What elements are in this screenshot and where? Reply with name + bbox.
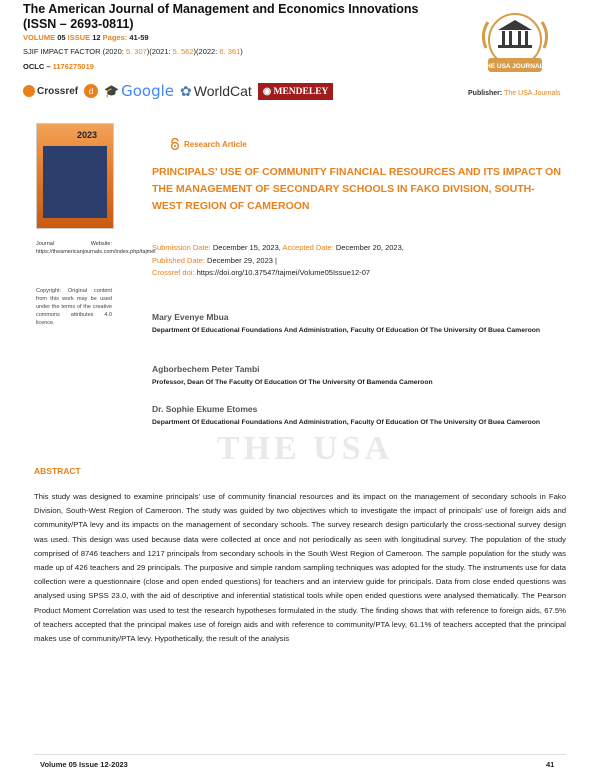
abstract-body: This study was designed to examine principals’ use of community financial resources and its impact on the management of secondary schools in Fako Division, South-West Region of Cameroon. The study was guided by two objectives which to investigate the impact of principals’ use of foreign aids and community/PTA levy and its impacts on the management of secondary schools. The survey research design particularly the cross-sectional survey design was used. This design was used because data were collected at once and not periodically as seen with longitudinal survey. The population of the study comprised of 8746 teachers and 1217 principals from secondary schools in the South West Region of Cameroon. The sample population for the study was made up of 426 teachers and 29 principals. The purposive and simple random sampling techniques was adopted for the study. The instruments use for data collection were a questionnaire (close and open ended questions) for teachers and an interview guide for principals. Data from close ended questions was analysed using SPSS 23.0, with the aid of descriptive and inferential statistical tools while open ended questions were analysed thematically. The Pearson Product Moment Correlation was used to test the research hypotheses formulated in the study. The finding shows that with reference to foreign aids, 67.5% of teachers accepted that the principal makes use of foreign aids and with reference to community/PTA levy, 61.1% of teachers accepted that the principal makes use of community/PTA levy. Hypothetically, the result of the analysis: [34, 492, 566, 644]
author-name: Dr. Sophie Ekume Etomes: [152, 404, 258, 414]
cover-panel: [43, 146, 107, 218]
journal-website[interactable]: Journal Website: https://theamericanjournals.com/index.php/tajmei: [36, 241, 156, 255]
article-dates: Submission Date: December 15, 2023, Accepted Date: December 20, 2023, Published Date: December 29, 2023 | Crossref doi: https://doi.org/10.37547/tajmei/Volume05Issue12-07: [152, 243, 404, 277]
emblem-text: THE USA JOURNALS: [482, 63, 548, 70]
crossref-icon: [23, 85, 35, 97]
footer-volume-issue: Volume 05 Issue 12-2023: [40, 760, 128, 769]
google-scholar-logo[interactable]: 🎓 Google: [104, 82, 174, 100]
author-name: Mary Evenye Mbua: [152, 312, 229, 322]
journal-cover-image: [36, 123, 114, 229]
author-affiliation: Professor, Dean Of The Faculty Of Education Of The University Of Bamenda Cameroon: [152, 379, 433, 386]
crossref-logo[interactable]: Crossref: [23, 85, 78, 97]
indexing-logos: [23, 78, 333, 104]
author-affiliation: Department Of Educational Foundations And Administration, Faculty Of Education Of The University Of Buea Cameroon: [152, 419, 541, 426]
the-usa-journals-emblem: [476, 4, 554, 82]
cover-year: 2023: [77, 130, 98, 140]
oclc-line: OCLC – 1176275019: [23, 62, 94, 71]
sjif-line: SJIF IMPACT FACTOR (2020: 5. 307)(2021: 5. 562)(2022: 6. 361): [23, 47, 243, 56]
dimensions-icon[interactable]: d: [84, 84, 98, 98]
mendeley-icon: ◉: [262, 86, 272, 97]
watermark: THE USA: [216, 430, 394, 467]
copyright-notice: Copyright: Original content from this work may be used under the terms of the creative commons attributes 4.0 licence.: [36, 288, 112, 326]
volume-line: VOLUME 05 ISSUE 12 Pages: 41-59: [23, 33, 149, 42]
journal-title: The American Journal of Management and Economics Innovations (ISSN – 2693-0811): [23, 2, 419, 31]
page-number: 41: [546, 760, 555, 769]
author-affiliation: Department Of Educational Foundations And Administration, Faculty Of Education Of The University Of Buea Cameroon: [152, 327, 541, 334]
abstract-heading: ABSTRACT: [34, 466, 81, 476]
mendeley-logo[interactable]: ◉ MENDELEY: [258, 83, 334, 100]
doi-link[interactable]: https://doi.org/10.37547/tajmei/Volume05Issue12-07: [196, 268, 371, 277]
worldcat-logo[interactable]: ✿ WorldCat: [180, 82, 252, 99]
paper-title: PRINCIPALS’ USE OF COMMUNITY FINANCIAL RESOURCES AND ITS IMPACT ON THE MANAGEMENT OF SECONDARY SCHOOLS IN FAKO DIVISION, SOUTH-WEST REGION OF CAMEROON: [152, 166, 561, 212]
footer-divider: [34, 754, 566, 755]
worldcat-icon: ✿: [180, 82, 192, 99]
open-access-lock-icon: [170, 138, 180, 150]
research-article-label: Research Article: [170, 138, 247, 150]
publisher-line: Publisher: The USA Journals: [468, 90, 561, 97]
scholar-cap-icon: 🎓: [104, 84, 120, 98]
author-name: Agborbechem Peter Tambi: [152, 364, 260, 374]
